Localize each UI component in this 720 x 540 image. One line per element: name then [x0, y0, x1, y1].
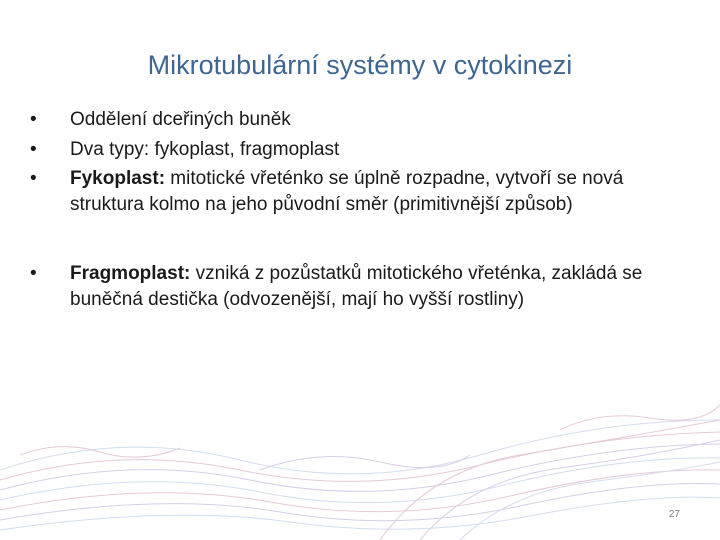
bullet-point-icon: •: [30, 168, 37, 189]
bullet-text: mitotické vřeténko se úplně rozpadne, vytvoří se nová struktura kolmo na jeho původní směr (primitivnější způsob): [70, 168, 624, 215]
bullet-list: [30, 107, 670, 316]
bullet-text: vzniká z pozůstatků mitotického vřeténka, zakládá se buněčná destička (odvozenější, mají ho vyšší rostliny): [70, 263, 643, 310]
bullet-item: [30, 261, 670, 312]
bullet-item: [30, 137, 670, 163]
bullet-point-icon: •: [30, 263, 37, 284]
bullet-point-icon: •: [30, 138, 37, 160]
bullet-text: Dva typy: fykoplast, fragmoplast: [70, 138, 340, 160]
bullet-bold-term: Fragmoplast:: [70, 263, 191, 284]
bullet-item: [30, 166, 670, 217]
slide-title: Mikrotubulární systémy v cytokinezi: [147, 50, 573, 80]
bullet-text: Oddělení dceřiných buněk: [70, 109, 291, 130]
bullet-bold-term: Fykoplast:: [70, 168, 166, 189]
page-number: 27: [668, 509, 680, 520]
bullet-point-icon: •: [30, 109, 37, 130]
bullet-item: [30, 107, 670, 133]
